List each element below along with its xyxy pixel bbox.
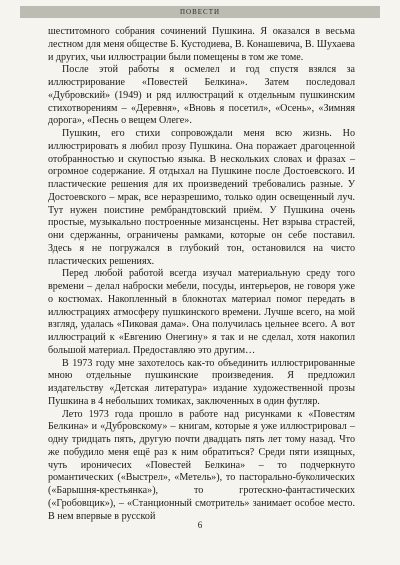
paragraph: В 1973 году мне захотелось как-то объединить иллюстрированные мною отдельные пушкинские произведения. Я предложил издательству «Детская литература» издание художественной прозы Пушкина в 4 небольших томиках, заключенных в один футляр.	[48, 357, 355, 407]
paragraph: Пушкин, его стихи сопровождали меня всю жизнь. Но иллюстрировать я любил прозу Пушкина. Она поражает драгоценной отобранностью и скупостью языка. В нескольких словах и фразах – огромное содержание. Я отдыхал на Пушкине после Достоевского. И пластические решения для их произведений требовались разные. У Достоевского – мрак, все неразрешимо, только один освещенный луч. Тут нужен поистине рембрандтовский приём. У Пушкина очень простые, музыкально построенные мизансцены. Нет взрыва страстей, они сдержанны, ограничены рамками, которые он себе поставил. Здесь я не погружался в глубокий тон, остановился на чисто пластических решениях.	[48, 128, 355, 267]
paragraph: Лето 1973 года прошло в работе над рисунками к «Повестям Белкина» и «Дубровскому» – книгам, которые я уже иллюстрировал – одну тридцать пять, другую почти двадцать пять лет тому назад. Что же побудило меня ещё раз к ним обратиться? Среди пяти изящных, чуть ироничесих «Повестей Белкина» – то подчеркнуто романтических («Выстрел», «Метель»), то пасторально-буколических («Барышня-крестьянка»), то гротескно-фантастических («Гробовщик»), – «Станционный смотритель» занимает особое место. В нем впервые в русской	[48, 408, 355, 522]
paragraph: шеститомного собрания сочинений Пушкина. Я оказался в весьма лестном для меня обществе Б. Кустодиева, В. Конашевича, В. Шухаева и других, чьи иллюстрации были помещены в том же томе.	[48, 26, 355, 63]
page-number: 6	[197, 520, 203, 530]
body-text	[48, 26, 355, 523]
running-header	[20, 6, 380, 18]
paragraph: После этой работы я осмелел и год спустя взялся за иллюстрирование «Повестей Белкина». Затем последовал «Дубровский» (1949) и ряд иллюстраций к отдельным пушкинским стихотворениям – «Деревня», «Вновь я посетил», «Осень», «Зимняя дорога», «Песнь о вещем Олеге».	[48, 64, 355, 127]
running-header-title: ПОВЕСТИ	[179, 8, 221, 16]
paragraph: Перед любой работой всегда изучал материальную среду того времени – делал наброски мебели, посуды, интерьеров, не говоря уже о костюмах. Накопленный в блокнотах материал помог передать в иллюстрациях атмосферу пушкинского времени. Лучше всего, на мой взгляд, удалась «Пиковая дама». Она получилась цельнее всего. А вот иллюстраций к «Евгению Онегину» я так и не сделал, хотя накопил большой материал. Предоставляю это другим…	[48, 268, 355, 356]
